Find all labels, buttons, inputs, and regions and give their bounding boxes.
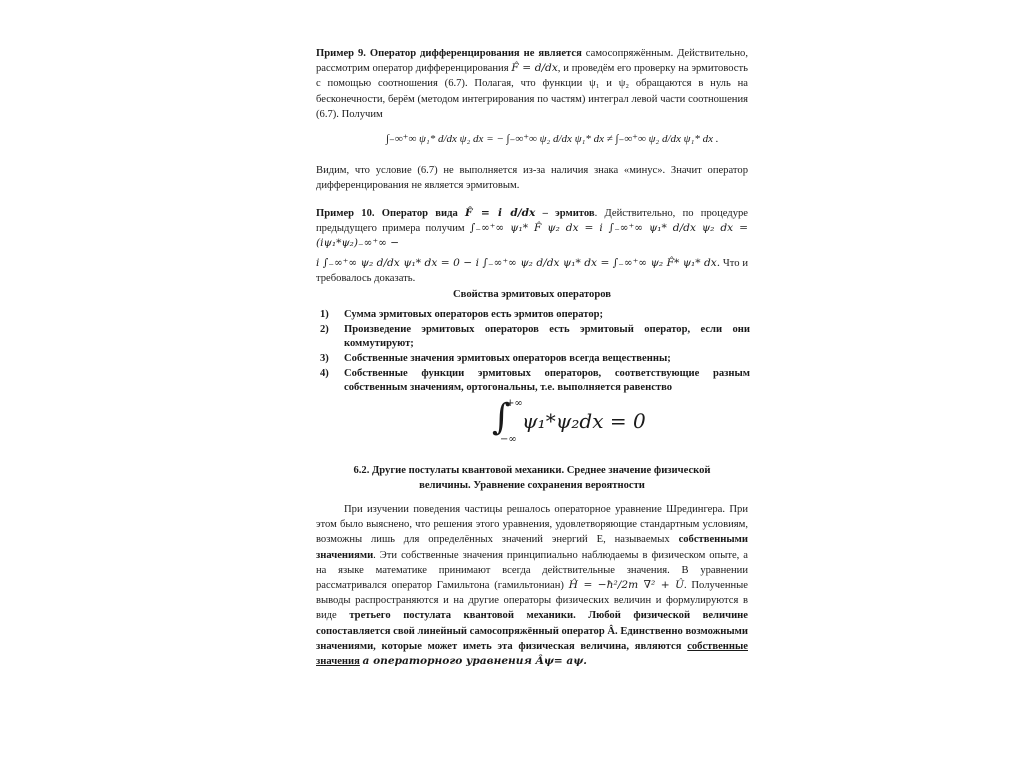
example-10-text: . Действительно, по процедуре предыдущего примера получим [316,208,748,235]
hamiltonian-formula: Ĥ = −ħ²/2m ∇² + Û [568,579,684,592]
list-item-number: 4) [320,368,329,379]
integral-upper-limit: +∞ [506,398,523,409]
section-text-1: При изучении поведения частицы решалось операторное уравнение Шредингера. При этом было выяснено, что решения этого уравнения, удовлетворяющие стандартным условиям, возможны лишь для определённых значений энергий Ε, называемых [316,504,748,546]
example-9-operator: F̂ = d/dx [511,62,558,75]
example-9-text: самосопряжённым. Действительно, рассмотрим оператор дифференцирования [316,48,748,75]
orthogonality-formula [492,397,646,446]
list-item-number: 3) [320,353,329,364]
list-item-text: Произведение эрмитовых операторов есть эрмитовый оператор, если они коммутируют; [344,324,750,349]
example-9-formula: ∫₋∞⁺∞ ψ₁* d/dx ψ₂ dx = − ∫₋∞⁺∞ ψ₂ d/dx ψ₁* dx ≠ ∫₋∞⁺∞ ψ₂ d/dx ψ₁* dx . [386,133,719,145]
section-text-bold-2: третьего постулата квантовой механики. Любой физической величине сопоставляется свой линейный самосопряжённый оператор Â. Единственно возможными значениями, которые может иметь эта физическая величина, являются [316,610,748,652]
example-10-formula-2: i ∫₋∞⁺∞ ψ₂ d/dx ψ₁* dx = 0 − i ∫₋∞⁺∞ ψ₂ d/dx ψ₁* dx = ∫₋∞⁺∞ ψ₂ F̂* ψ₁* dx. [316,257,721,269]
list-item [320,367,750,395]
example-10-formula-1: ∫₋∞⁺∞ ψ₁* F̂ ψ₂ dx = i ∫₋∞⁺∞ ψ₁* d/dx ψ₂ dx = (iψ₁*ψ₂)₋∞⁺∞ − [316,222,748,250]
list-item [320,308,750,322]
list-item-text: Собственные функции эрмитовых операторов, соответствующие разным собственным значениям, ортогональны, т.е. выполняется равенство [344,368,750,393]
section-text-bold-1: собственными значениями [316,534,748,561]
list-item [320,352,750,366]
list-item [320,323,750,351]
example-10-operator: F̂ = i d/dx [465,207,536,219]
example-10-lead: Пример 10. Оператор вида [316,208,458,219]
example-10-end: Что и требовалось доказать. [316,258,748,285]
example-9-text-2: , и проведём его проверку на эрмитовость с помощью соотношения (6.7). Полагая, что функции ψ₁ и ψ₂ обращаются в нуль на бесконечности, берём (методом интегрирования по частям) интеграл левой части соотношения (6.7). Получим [316,63,748,120]
example-10-paragraph [316,206,748,252]
example-9-conclusion: Видим, что условие (6.7) не выполняется из-за наличия знака «минус». Значит оператор дифференцирования не является эрмитовым. [316,165,748,192]
list-item-text: Собственные значения эрмитовых операторов всегда вещественны; [344,353,671,364]
properties-title: Свойства эрмитовых операторов [453,289,611,300]
list-item-number: 2) [320,324,329,335]
section-title-line-2: величины. Уравнение сохранения вероятности [419,480,645,491]
properties-list [320,308,750,395]
orthogonality-expression: ψ₁*ψ₂dx = 0 [522,409,646,433]
list-item-number: 1) [320,309,329,320]
example-9-lead: Пример 9. Оператор дифференцирования не является [316,48,582,59]
integral-sign: ∫ [492,397,511,438]
list-item-text: Сумма эрмитовых операторов есть эрмитов оператор; [344,309,604,320]
example-9-paragraph [316,46,748,122]
section-text-underlined: собственные значения [316,640,748,668]
integral-lower-limit: −∞ [500,434,517,445]
example-10-formula-line [316,256,748,286]
section-text-end: a операторного уравнения Âψ= aψ. [362,655,587,668]
section-text-2: . Эти собственные значения принципиально наблюдаемы в физическом опыте, а на языке математике принимают всегда действительные значения. В уравнении рассматривался оператор Гамильтона (гамильтониан) [316,549,748,592]
section-paragraph [316,502,748,669]
example-10-lead-2: – эрмитов [542,208,595,219]
section-title-line-1: 6.2. Другие постулаты квантовой механики. Среднее значение физической [353,465,711,476]
section-text-3: . Полученные выводы распространяются и на другие операторы физических величин и формулируются в виде [316,580,748,622]
